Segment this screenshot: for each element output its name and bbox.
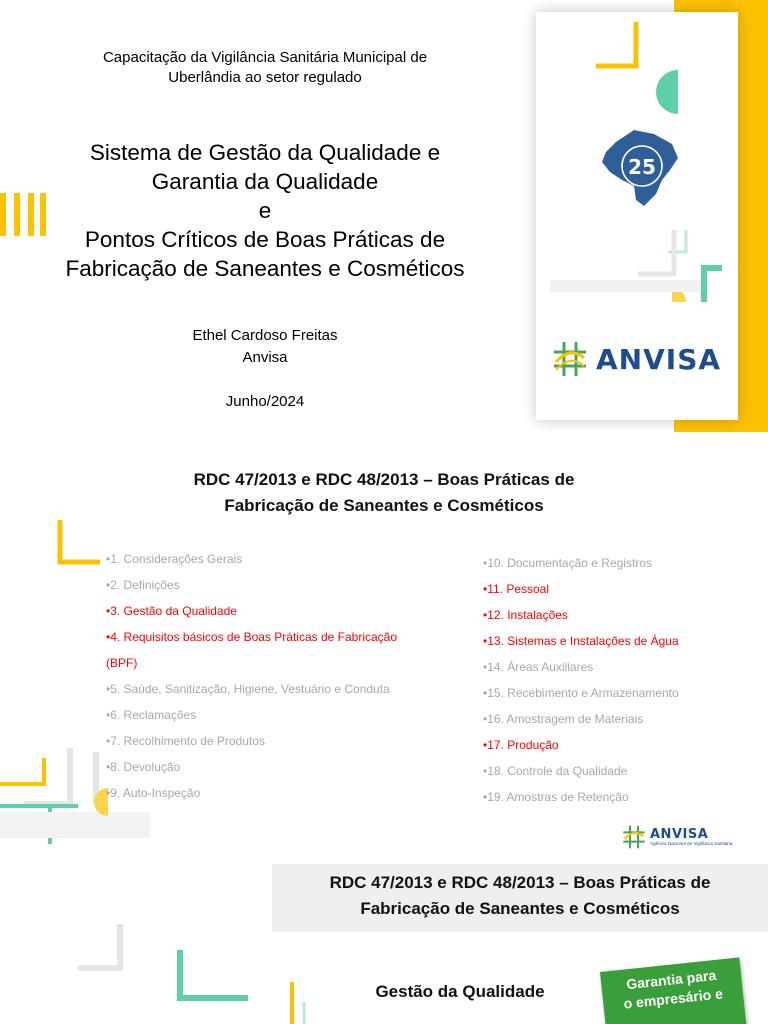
- chapter-item: •14. Áreas Auxiliares: [483, 660, 594, 674]
- quality-management-slide: [0, 864, 768, 1024]
- chapter-item: •5. Saúde, Sanitização, Higiene, Vestuário e Conduta: [106, 682, 390, 696]
- callout-text: [601, 963, 744, 1015]
- event-subtitle: [30, 48, 500, 88]
- chapter-item: •7. Recolhimento de Produtos: [106, 734, 265, 748]
- chapter-item: •10. Documentação e Registros: [483, 556, 652, 570]
- chapter-item: •8. Devolução: [106, 760, 181, 774]
- chapter-item: •9. Auto-Inspeção: [106, 786, 201, 800]
- subtitle-line: Capacitação da Vigilância Sanitária Municipal de: [102, 49, 428, 66]
- author-name: Ethel Cardoso Freitas: [192, 327, 338, 344]
- author-block: [30, 325, 500, 369]
- title-slide: [0, 0, 768, 432]
- chapter-item: •2. Definições: [106, 578, 180, 592]
- contents-slide: [0, 432, 768, 864]
- slide2-title: [80, 467, 688, 519]
- brazil-map-25-years-icon: [596, 122, 686, 212]
- chapter-item: •1. Considerações Gerais: [106, 552, 243, 566]
- title-line: Sistema de Gestão da Qualidade e: [89, 140, 441, 165]
- title-line: Fabricação de Saneantes e Cosméticos: [65, 256, 465, 281]
- chapter-item-highlighted: •12. Instalações: [483, 608, 568, 622]
- title-line: Pontos Críticos de Boas Práticas de: [84, 227, 446, 252]
- chapter-item-highlighted: •11. Pessoal: [483, 582, 550, 596]
- chapter-item: •6. Reclamações: [106, 708, 197, 722]
- chapter-item: •19. Amostras de Retenção: [483, 790, 629, 804]
- brand-card: [536, 12, 738, 420]
- title-line: RDC 47/2013 e RDC 48/2013 – Boas Práticas de: [193, 470, 575, 489]
- chapter-item: •16. Amostragem de Materiais: [483, 712, 644, 726]
- anvisa-small-logo: [622, 824, 732, 850]
- callout-line: o empresário e: [622, 985, 724, 1012]
- chapters-list-right: [483, 550, 679, 810]
- chapter-item-highlighted: •3. Gestão da Qualidade: [106, 604, 237, 618]
- anvisa-logo-text: ANVISA: [596, 342, 722, 376]
- section-heading: Gestão da Qualidade: [375, 982, 545, 1001]
- anvisa-logo-text: ANVISA: [650, 826, 709, 842]
- chapter-item-highlighted-continued: (BPF): [106, 656, 138, 670]
- anvisa-emblem-icon: [622, 824, 646, 850]
- subtitle-line: Uberlândia ao setor regulado: [168, 69, 362, 86]
- anvisa-logo: [552, 340, 721, 378]
- badge-number: 25: [628, 155, 656, 179]
- presentation-date: Junho/2024: [225, 393, 305, 410]
- author-organization: Anvisa: [242, 349, 288, 366]
- anvisa-logo-subtext: Agência Nacional de Vigilância Sanitária: [650, 840, 733, 846]
- title-line: Fabricação de Saneantes e Cosméticos: [224, 496, 544, 515]
- callout-line: Garantia para: [625, 966, 717, 993]
- title-line: Garantia da Qualidade: [151, 169, 379, 194]
- presentation-title: [30, 138, 500, 283]
- chapter-item-highlighted: •13. Sistemas e Instalações de Água: [483, 634, 679, 648]
- chapter-item: •18. Controle da Qualidade: [483, 764, 628, 778]
- title-line: RDC 47/2013 e RDC 48/2013 – Boas Práticas de: [329, 873, 711, 892]
- chapter-item-highlighted: •17. Produção: [483, 738, 559, 752]
- title-line: Fabricação de Saneantes e Cosméticos: [360, 899, 680, 918]
- chapter-item: •15. Recebimento e Armazenamento: [483, 686, 679, 700]
- chapter-item-highlighted: •4. Requisitos básicos de Boas Práticas de Fabricação: [106, 630, 398, 644]
- title-line: e: [258, 198, 272, 223]
- slide3-title: [272, 870, 768, 922]
- chapters-list-left: [106, 546, 397, 806]
- anvisa-emblem-icon: [552, 340, 588, 378]
